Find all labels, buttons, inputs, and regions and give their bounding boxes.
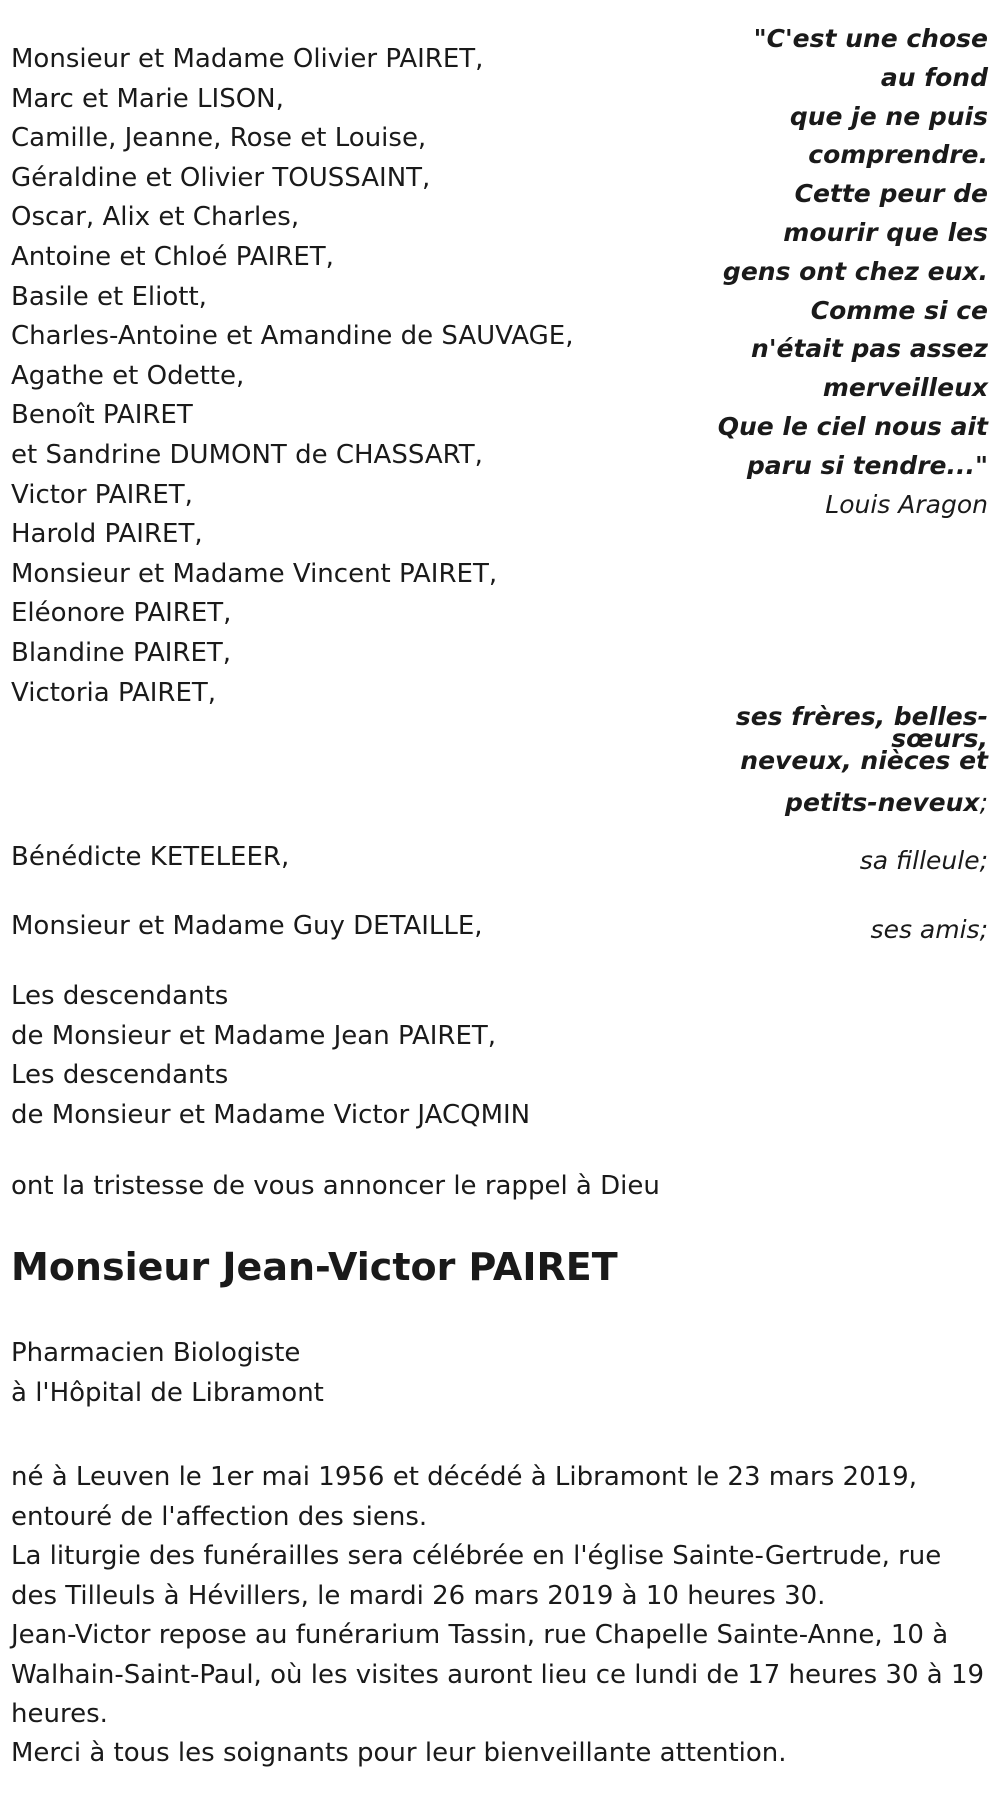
family-line: Eléonore PAIRET, [11, 598, 232, 629]
relation-line: sœurs, [891, 724, 988, 753]
announcement-text [11, 1167, 911, 1207]
relation-punct: ; [979, 788, 988, 817]
quote-line: Cette peur de [794, 179, 988, 209]
visitation-paragraph: Jean-Victor repose au funérarium Tassin, rue Chapelle Sainte-Anne, 10 à Walhain-Saint-Paul, où les visites auront lieu ce lundi de 17 heures 30 à 19 heures. [11, 1620, 985, 1730]
family-line: Benoît PAIRET [11, 400, 193, 431]
quote-line: merveilleux [822, 373, 988, 403]
quote-line: "C'est une chose [753, 24, 988, 53]
quote-line: gens ont chez eux. [722, 256, 988, 286]
family-line: Monsieur et Madame Olivier PAIRET, [11, 44, 484, 74]
relation-line: neveux, nièces et [740, 746, 988, 775]
descendants-line: de Monsieur et Madame Victor JACQMIN [11, 1099, 531, 1130]
announcement-line: ont la tristesse de vous annoncer le rappel à Dieu [11, 1171, 660, 1201]
descendants-block [11, 977, 911, 1135]
deceased-name: Monsieur Jean-Victor PAIRET [11, 1245, 618, 1289]
quote-line: paru si tendre..." [746, 450, 988, 480]
family-line: Oscar, Alix et Charles, [11, 202, 300, 233]
quote-line: comprendre. [808, 140, 988, 170]
quote-line: Comme si ce [810, 295, 988, 325]
family-line: Basile et Eliott, [11, 281, 207, 312]
quote-line: mourir que les [783, 217, 988, 247]
siblings-relation-label [668, 698, 988, 822]
family-line: et Sandrine DUMONT de CHASSART, [11, 439, 483, 470]
quote-line: Que le ciel nous ait [717, 411, 988, 441]
aragon-quote [688, 20, 988, 524]
family-line: Harold PAIRET, [11, 519, 203, 550]
thanks-paragraph: Merci à tous les soignants pour leur bienveillante attention. [11, 1738, 787, 1768]
relation-line: petits-neveux [785, 788, 980, 817]
quote-line: que je ne puis [789, 101, 988, 131]
family-line: Marc et Marie LISON, [11, 83, 284, 114]
descendants-line: Les descendants [11, 981, 229, 1011]
family-line: Camille, Jeanne, Rose et Louise, [11, 123, 427, 154]
relation-line: ses frères, belles- [735, 702, 988, 731]
quote-line: au fond [880, 62, 988, 92]
family-line: Agathe et Odette, [11, 360, 245, 391]
quote-line: n'était pas assez [751, 334, 988, 364]
family-line: Victor PAIRET, [11, 479, 193, 510]
family-line: Monsieur et Madame Vincent PAIRET, [11, 558, 498, 589]
family-line: Antoine et Chloé PAIRET, [11, 241, 334, 272]
goddaughter-line: Bénédicte KETELEER, [11, 842, 290, 872]
family-list [11, 40, 651, 713]
liturgy-paragraph: La liturgie des funérailles sera célébrée en l'église Sainte-Gertrude, rue des Tilleuls à Hévillers, le mardi 26 mars 2019 à 10 heures 30. [11, 1541, 942, 1611]
goddaughter-relation-label: sa filleule; [859, 846, 988, 875]
friends-line: Monsieur et Madame Guy DETAILLE, [11, 911, 483, 941]
family-line: Blandine PAIRET, [11, 637, 232, 668]
friends-relation-label: ses amis; [870, 915, 988, 944]
descendants-line: de Monsieur et Madame Jean PAIRET, [11, 1020, 497, 1051]
family-line: Géraldine et Olivier TOUSSAINT, [11, 162, 431, 193]
title-line: à l'Hôpital de Libramont [11, 1377, 324, 1408]
birth-death-paragraph: né à Leuven le 1er mai 1956 et décédé à Libramont le 23 mars 2019, entouré de l'affection des siens. [11, 1462, 917, 1532]
family-line: Charles-Antoine et Amandine de SAUVAGE, [11, 321, 574, 352]
family-line: Victoria PAIRET, [11, 677, 217, 708]
deceased-title [11, 1334, 911, 1413]
quote-author: Louis Aragon [825, 489, 988, 519]
title-line: Pharmacien Biologiste [11, 1338, 301, 1368]
descendants-line: Les descendants [11, 1060, 229, 1091]
